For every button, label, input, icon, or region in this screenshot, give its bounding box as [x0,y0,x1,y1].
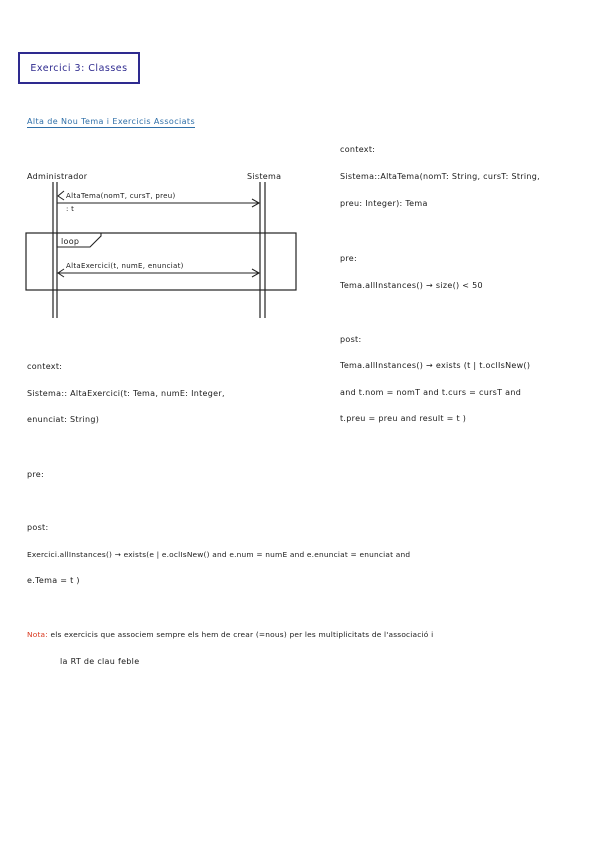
left-post-line1: Exercici.allInstances() → exists(e | e.oclIsNew() and e.num = numE and e.enunciat = enunciat and [27,550,411,559]
right-post-label: post: [340,335,362,344]
right-post-line2: and t.nom = nomT and t.curs = cursT and [340,388,522,397]
page-title: Exercici 3: Classes [30,62,128,74]
left-pre-label: pre: [27,470,45,479]
left-post-line2: e.Tema = t ) [27,576,80,585]
right-pre-line: Tema.allInstances() → size() < 50 [340,281,483,290]
right-post-line3: t.preu = preu and result = t ) [340,414,467,423]
actor-sistema: Sistema [247,172,282,181]
actor-administrador: Administrador [27,172,88,181]
loop-label: loop [61,237,80,246]
note-text-1: els exercicis que associem sempre els hem de crear (=nous) per les multiplicitats de l'associació i [50,630,434,639]
right-post-line1: Tema.allInstances() → exists (t | t.oclIsNew() [340,361,531,370]
left-context-line2: enunciat: String) [27,415,100,424]
message-alta-tema: AltaTema(nomT, cursT, preu) [66,192,176,200]
right-pre-label: pre: [340,254,358,263]
right-context-line1: Sistema::AltaTema(nomT: String, cursT: String, [340,172,540,181]
note-label: Nota: [27,630,48,639]
section-heading: Alta de Nou Tema i Exercicis Associats [27,117,196,126]
left-context-line1: Sistema:: AltaExercici(t: Tema, numE: Integer, [27,389,225,398]
right-context-line2: preu: Integer): Tema [340,199,428,208]
note-line2: la RT de clau feble [60,657,140,666]
right-context-label: context: [340,145,376,154]
note-line1 [27,630,433,639]
return-t: : t [66,205,75,213]
message-alta-exercici: AltaExercici(t, numE, enunciat) [66,262,184,270]
left-post-label: post: [27,523,49,532]
left-context-label: context: [27,362,63,371]
